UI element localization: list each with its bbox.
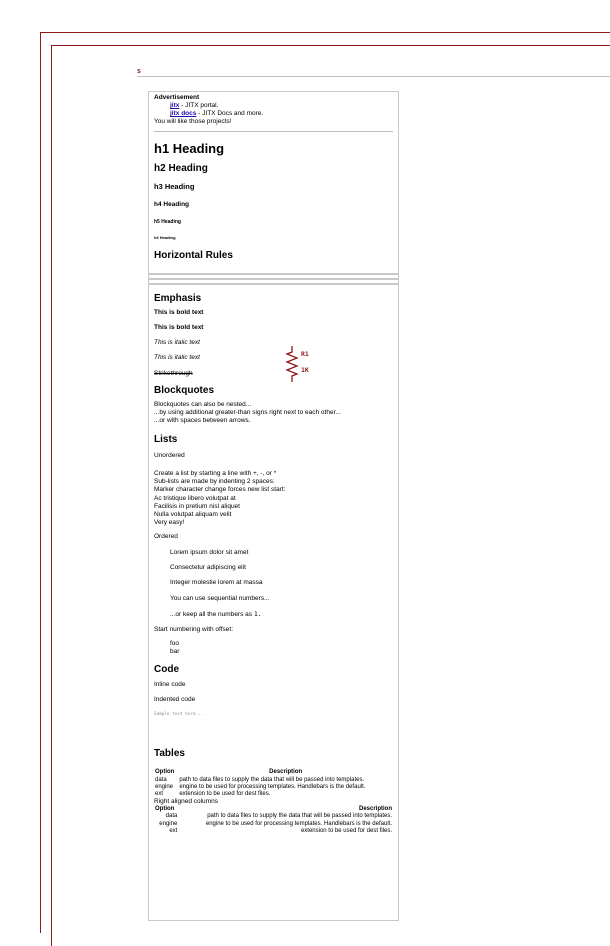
jitx-docs-link[interactable]: jitx docs (170, 110, 197, 118)
sheet-divider (137, 76, 610, 77)
unordered-list (154, 470, 393, 527)
list-item: You can use sequential numbers... (170, 594, 270, 602)
tables-section (154, 769, 393, 835)
blockquote-level-3: ...or with spaces between arrows. (154, 417, 251, 425)
code-title: Code (154, 664, 179, 676)
table-header-cell: Description (358, 806, 392, 813)
blockquote-level-2: ...by using additional greater-than signs right next to each other... (154, 409, 341, 417)
advertisement-links (170, 102, 393, 118)
table-cell: path to data files to supply the data that will be passed into templates. (179, 776, 365, 783)
list-item: Ac tristique libero volutpat at (154, 494, 236, 502)
lists-section (154, 452, 393, 656)
table-cell: ext (155, 790, 164, 797)
list-item: Consectetur adipiscing elit (170, 564, 246, 572)
options-table-right-aligned (154, 806, 393, 835)
blockquotes-section (154, 401, 393, 425)
sheet-label: s (137, 68, 141, 75)
advertisement-note: You will like those projects! (154, 118, 393, 131)
ad-item-jitx-docs (170, 110, 393, 118)
italic-text: This is italic text (154, 339, 200, 347)
horizontal-rule (149, 283, 398, 285)
horizontal-rule (149, 273, 398, 275)
table-row (154, 784, 393, 791)
heading-h2: h2 Heading (154, 162, 208, 174)
jitx-docs-link-desc: - JITX Docs and more. (196, 110, 264, 118)
blockquotes-title: Blockquotes (154, 384, 215, 396)
list-item: foo (170, 639, 180, 647)
list-item: Facilisis in pretium nisl aliquet (154, 502, 240, 510)
advertisement-title: Advertisement (154, 94, 200, 101)
table-cell: path to data files to supply the data that will be passed into templates. (207, 813, 392, 820)
list-item: Sub-lists are made by indenting 2 spaces: (154, 478, 275, 486)
table-cell: ext (169, 827, 178, 834)
horizontal-rules-title: Horizontal Rules (154, 250, 233, 261)
heading-h4: h4 Heading (154, 200, 190, 208)
table-cell: extension to be used for dest files. (179, 790, 271, 797)
list-item: Nulla volutpat aliquam velit (154, 510, 232, 518)
horizontal-rules (154, 273, 393, 285)
table-row (154, 821, 393, 828)
list-item: bar (170, 648, 180, 655)
list-item: Integer molestie lorem at massa (170, 579, 263, 587)
list-item-text: ...or keep all the numbers as (170, 610, 254, 618)
table-header-cell: Option (155, 806, 175, 813)
markdown-document (148, 91, 399, 921)
table-header-row (154, 769, 393, 776)
italic-text: This is italic text (154, 354, 200, 362)
table-cell: data (155, 776, 167, 783)
blockquote-level-1: Blockquotes can also be nested... (154, 401, 252, 409)
table-cell: extension to be used for dest files. (300, 827, 392, 834)
ordered-label: Ordered (154, 533, 178, 540)
table-row (154, 777, 393, 784)
offset-list (170, 640, 393, 656)
table-header-cell: Description (269, 769, 303, 776)
code-block: Sample text here... (154, 710, 204, 716)
bold-text: This is bold text (154, 309, 204, 316)
horizontal-rule (149, 278, 398, 280)
options-table (154, 769, 393, 798)
tables-title: Tables (154, 747, 185, 759)
table-cell: engine to be used for processing templates. Handlebars is the default. (179, 783, 366, 790)
table-row (154, 791, 393, 798)
emphasis-section (154, 309, 393, 378)
list-item: Very easy! (154, 518, 185, 526)
resistor-symbol (284, 346, 324, 382)
offset-label: Start numbering with offset: (154, 625, 234, 633)
jitx-link[interactable]: jitx (170, 102, 180, 110)
list-item: Create a list by starting a line with +, -, or * (154, 470, 277, 478)
table-row (154, 813, 393, 820)
lists-title: Lists (154, 433, 178, 445)
list-item: Lorem ipsum dolor sit amet (170, 549, 249, 557)
resistor-zigzag-icon (287, 346, 297, 382)
list-item-code: 1. (253, 609, 262, 618)
advertisement-block (154, 94, 393, 132)
table-cell: engine to be used for processing templates. Handlebars is the default. (205, 820, 392, 827)
table-header-cell: Option (155, 769, 175, 776)
ad-item-jitx (170, 102, 393, 110)
table-cell: data (165, 813, 178, 820)
resistor-value: 1K (301, 366, 309, 374)
right-aligned-label: Right aligned columns (154, 798, 218, 806)
indented-code-text: Indented code (154, 695, 196, 703)
table-header-row (154, 806, 393, 813)
heading-h1: h1 Heading (154, 140, 225, 156)
list-item: Marker character change forces new list start: (154, 486, 286, 494)
table-cell: engine (155, 783, 174, 790)
heading-h5: h5 Heading (154, 218, 181, 225)
table-cell: engine (159, 820, 178, 827)
resistor-ref: R1 (301, 350, 309, 358)
table-row (154, 828, 393, 835)
code-section (154, 681, 393, 716)
jitx-link-desc: - JITX portal. (179, 102, 219, 110)
unordered-label: Unordered (154, 452, 185, 459)
strikethrough-text: Strikethrough (154, 369, 193, 377)
list-item (170, 610, 393, 619)
heading-h6: h6 Heading (154, 235, 176, 240)
heading-h3: h3 Heading (154, 182, 195, 192)
inline-code-text: Inline code (154, 680, 186, 688)
ordered-list (170, 549, 393, 619)
emphasis-title: Emphasis (154, 292, 202, 304)
bold-text: This is bold text (154, 324, 204, 332)
